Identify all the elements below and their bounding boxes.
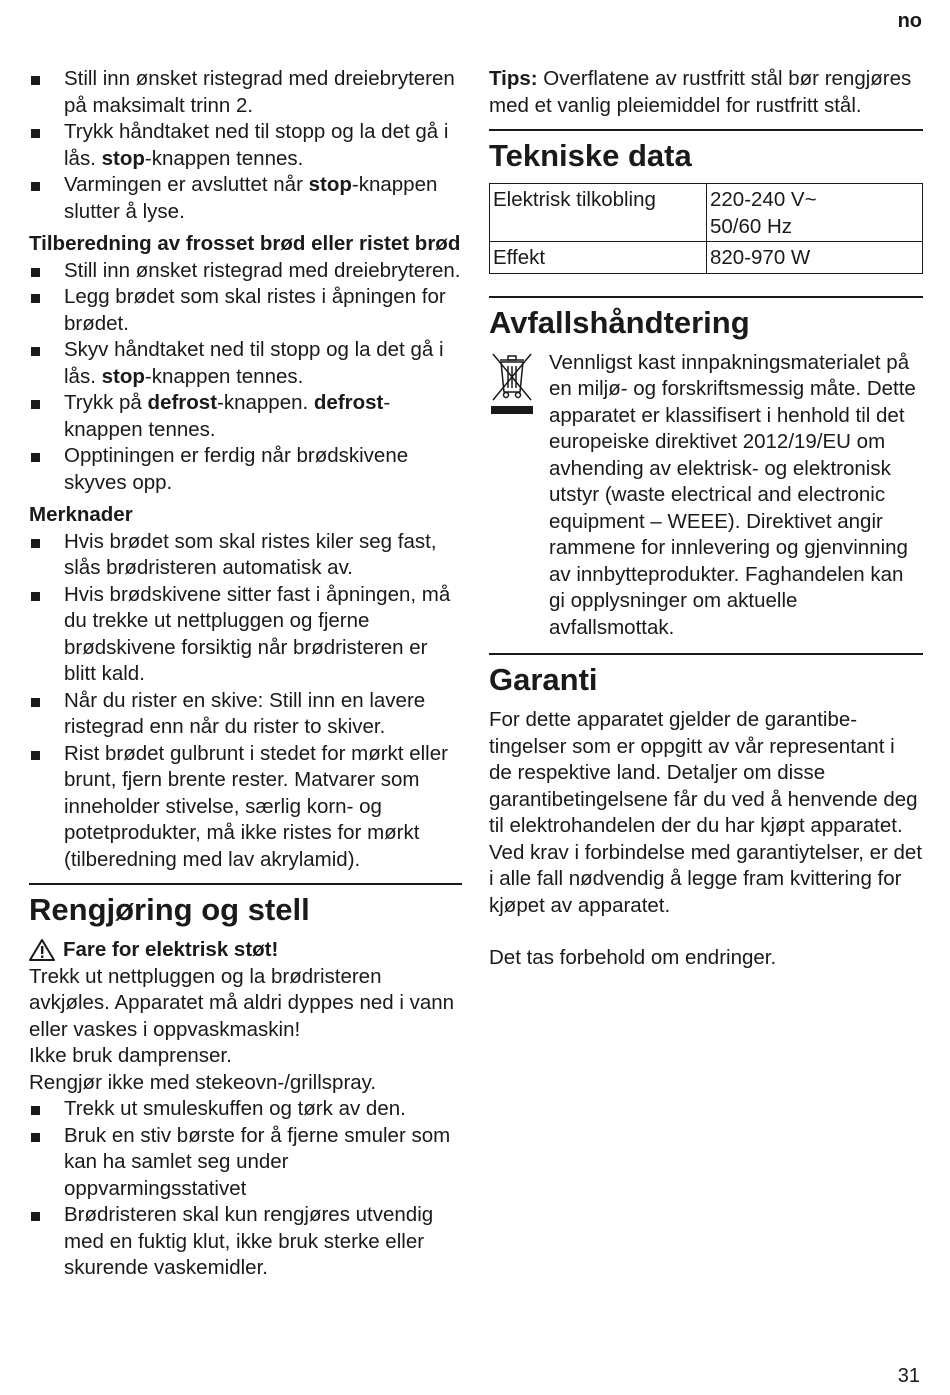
table-row bbox=[490, 184, 923, 242]
tech-data-title: Tekniske data bbox=[489, 138, 692, 173]
warranty-title: Garanti bbox=[489, 662, 598, 697]
list-item-text: -knappen tennes. bbox=[144, 364, 304, 388]
list-item bbox=[29, 337, 462, 390]
list-item-text: Trekk ut smuleskuffen og tørk av den. bbox=[64, 1097, 406, 1120]
list-item bbox=[29, 1202, 462, 1282]
table-cell-key: Effekt bbox=[490, 242, 707, 274]
list-item-text: Rist brødet gulbrunt i stedet for mørkt eller brunt, fjern brente rester. Matvarer som inneholder stivelse, særlig korn- og potetprodukter, må ikke ristes for mørkt (tilberedning med lav akrylamid). bbox=[64, 741, 448, 871]
warning-title: Fare for elektrisk støt! bbox=[63, 938, 279, 961]
list-item-text: Brødristeren skal kun rengjøres utvendig med en fuktig klut, ikke bruk sterke eller skurende vaskemidler. bbox=[64, 1203, 434, 1279]
list-item-text: Legg brødet som skal ristes i åpningen for brødet. bbox=[64, 285, 446, 335]
value-line: 220-240 V~ bbox=[710, 188, 817, 211]
changes-note: Det tas forbehold om endringer. bbox=[489, 946, 777, 969]
cleaning-title: Rengjøring og stell bbox=[29, 892, 310, 927]
table-cell-value: 820-970 W bbox=[707, 242, 923, 274]
tips-text: Overflatene av rustfritt stål bør rengjøres med et vanlig pleiemiddel for rustfritt stål. bbox=[489, 67, 912, 117]
list-item-text: Bruk en stiv børste for å fjerne smuler som kan ha samlet seg under oppvarmingsstativet bbox=[64, 1123, 451, 1200]
frozen-list bbox=[29, 258, 462, 497]
tech-data-table bbox=[489, 183, 923, 274]
list-item bbox=[29, 258, 462, 285]
notes-heading: Merknader bbox=[29, 503, 133, 526]
button-name: stop bbox=[101, 364, 145, 388]
list-item-text: -knappen slutter å lyse. bbox=[64, 173, 438, 223]
list-item-text: Trykk på bbox=[64, 391, 148, 414]
list-item bbox=[29, 582, 462, 688]
tips-label: Tips: bbox=[489, 67, 538, 90]
table-cell-value bbox=[707, 184, 923, 242]
button-name: stop bbox=[101, 146, 145, 170]
list-item bbox=[29, 529, 462, 582]
warning-text: Ikke bruk damprenser. bbox=[29, 1044, 232, 1067]
crossed-bin-icon bbox=[489, 350, 539, 642]
list-item-text: -knappen. bbox=[217, 391, 314, 414]
warning-heading bbox=[29, 937, 462, 964]
warning-text: Rengjør ikke med stekeovn-/grillspray. bbox=[29, 1070, 377, 1094]
button-name: defrost bbox=[313, 391, 384, 414]
list-item-text: Hvis brødskivene sitter fast i åpningen, må du trekke ut nettpluggen og fjerne brødskivene forsiktig når brødristeren er blitt kald. bbox=[64, 582, 451, 685]
language-code: no bbox=[897, 10, 922, 32]
list-item bbox=[29, 1123, 462, 1203]
button-name: stop bbox=[308, 173, 352, 196]
list-item bbox=[29, 443, 462, 496]
table-cell-key: Elektrisk tilkobling bbox=[490, 184, 707, 242]
warning-text: Trekk ut nettpluggen og la brødristeren avkjøles. Apparatet må aldri dyppes ned i vann eller vaskes i oppvaskmaskin! bbox=[29, 964, 455, 1041]
table-row bbox=[490, 242, 923, 274]
frozen-bread-heading: Tilberedning av frosset brød eller ristet brød bbox=[29, 232, 461, 255]
list-item-text: Når du rister en skive: Still inn en lavere ristegrad enn når du rister to skiver. bbox=[64, 688, 426, 738]
list-item bbox=[29, 284, 462, 337]
tips-paragraph bbox=[489, 66, 923, 119]
list-item-text: Hvis brødet som skal ristes kiler seg fast, slås brødristeren automatisk av. bbox=[64, 529, 437, 579]
list-item-text: Still inn ønsket ristegrad med dreiebryteren på maksimalt trinn 2. bbox=[64, 67, 455, 117]
list-item-text: -knappen tennes. bbox=[64, 391, 391, 441]
list-item-text: Still inn ønsket ristegrad med dreiebryteren. bbox=[64, 258, 461, 282]
list-item bbox=[29, 741, 462, 874]
list-item bbox=[29, 119, 462, 172]
list-item bbox=[29, 390, 462, 443]
list-item bbox=[29, 688, 462, 741]
notes-list bbox=[29, 529, 462, 874]
waste-block bbox=[489, 350, 923, 642]
list-item-text: -knappen tennes. bbox=[144, 146, 304, 170]
section-divider bbox=[489, 296, 923, 298]
warranty-text: For dette apparatet gjelder de garantibetingelser som er oppgitt av vår representant i de respektive land. Detaljer om disse garantibetingelsene får du ved å henvende deg til elektrohandelen der du har kjøpt apparatet. Ved krav i forbindelse med garantiytelser, er det i alle fall nødvendig å legge fram kvittering for kjøpet av apparatet. bbox=[489, 708, 923, 917]
button-name: defrost bbox=[147, 391, 218, 414]
list-item bbox=[29, 1096, 462, 1123]
section-divider bbox=[29, 883, 462, 885]
page-number: 31 bbox=[897, 1364, 920, 1387]
list-item-text: Varmingen er avsluttet når bbox=[64, 173, 309, 196]
cleaning-list bbox=[29, 1096, 462, 1282]
section-divider bbox=[489, 653, 923, 655]
intro-list bbox=[29, 66, 462, 225]
section-divider bbox=[489, 129, 923, 131]
list-item bbox=[29, 66, 462, 119]
warning-triangle-icon bbox=[29, 938, 55, 962]
list-item-text: Skyv håndtaket ned til stopp og la det gå i lås. bbox=[64, 338, 444, 388]
list-item-text: Trykk håndtaket ned til stopp og la det gå i lås. bbox=[64, 120, 449, 170]
left-column bbox=[29, 66, 462, 1282]
list-item-text: Opptiningen er ferdig når brødskivene skyves opp. bbox=[64, 444, 409, 494]
list-item bbox=[29, 172, 462, 225]
value-line: 50/60 Hz bbox=[710, 214, 793, 238]
right-column bbox=[489, 66, 923, 972]
waste-text: Vennligst kast innpakningsmaterialet på en miljø- og forskriftsmessig måte. Dette apparatet er klassifisert i henhold til det europeiske direktivet 2012/19/EU om avhending av elektrisk- og elektronisk utstyr (waste electrical and electronic equipment – WEEE). Direktivet angir rammene for innlevering og gjenvinning av innbytteprodukter. Faghandelen kan gi opplysninger om aktuelle avfallsmottak. bbox=[549, 350, 916, 639]
waste-title: Avfallshåndtering bbox=[489, 304, 750, 340]
